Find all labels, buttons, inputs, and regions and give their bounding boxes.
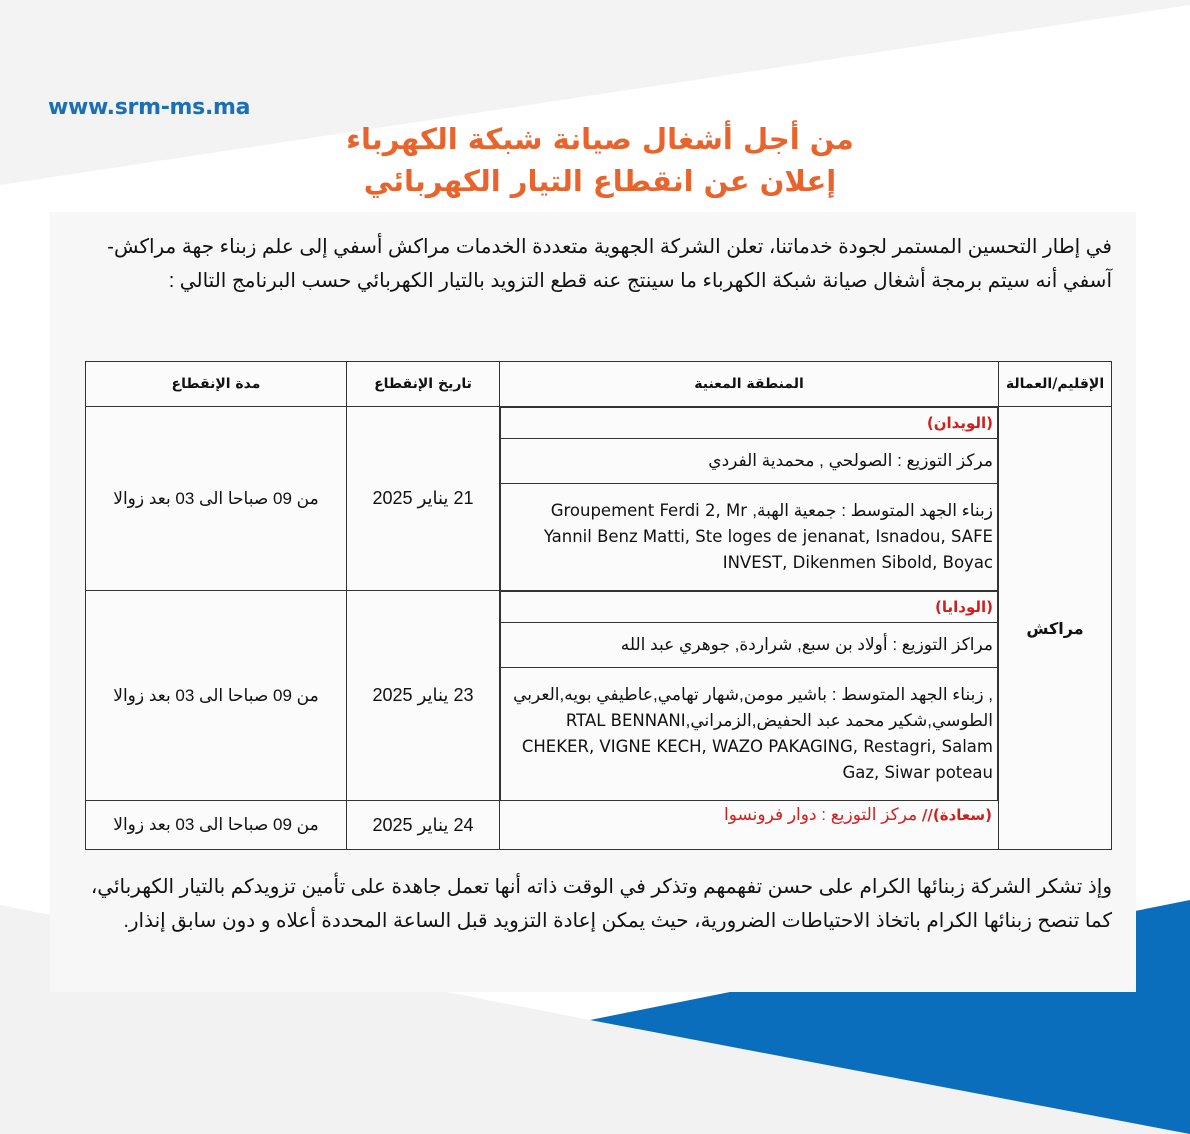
distribution-center: مركز التوزيع : الصولحي , محمدية الفردي [501, 439, 998, 484]
clients-latin: Groupement Ferdi 2, Mr Yannil Benz Matti, Ste loges de jenanat, Isnadou, SAFE INVEST, Dikenmen Sibold, Boyac [543, 501, 993, 572]
zone-cell [500, 591, 999, 801]
closing-paragraph: وإذ تشكر الشركة زبنائها الكرام على حسن تفهمهم وتذكر في الوقت ذاته أنها تعمل جاهدة على تأمين تزويدكم بالتيار الكهربائي، كما تنصح زبنائها الكرام باتخاذ الاحتياطات الضرورية، حيث يمكن إعادة التزويد قبل الساعة المحددة أعلاه و دون سابق إنذار. [90, 876, 1112, 932]
website-url[interactable]: www.srm-ms.ma [48, 95, 251, 120]
clients-arabic: زبناء الجهد المتوسط : جمعية الهبة, [752, 501, 993, 520]
zone-area-label: (الويدان) [501, 408, 998, 439]
table-row [86, 591, 1112, 801]
province-cell: مراكش [999, 407, 1112, 850]
table-row [86, 801, 1112, 850]
medium-voltage-clients [501, 484, 998, 591]
title-line-1: من أجل أشغال صيانة شبكة الكهرباء [346, 122, 854, 156]
zone-area-label: (الودايا) [501, 592, 998, 623]
outage-schedule-table [85, 361, 1112, 850]
title-line-2: إعلان عن انقطاع التيار الكهربائي [363, 164, 837, 198]
outage-duration: من 09 صباحا الى 03 بعد زوالا [86, 801, 347, 850]
table-header-row [86, 362, 1112, 407]
outage-date: 23 يناير 2025 [347, 591, 500, 801]
table-row [86, 407, 1112, 591]
zone-details [500, 407, 998, 590]
clients-latin: RTAL BENNANI CHEKER, VIGNE KECH, WAZO PAKAGING, Restagri, Salam Gaz, Siwar poteau [521, 711, 993, 782]
outage-date: 24 يناير 2025 [347, 801, 500, 850]
zone-details [500, 591, 998, 800]
outage-date: 21 يناير 2025 [347, 407, 500, 591]
page-title [300, 118, 900, 202]
header-province: الإقليم/العمالة [999, 362, 1112, 407]
intro-paragraph: في إطار التحسين المستمر لجودة خدماتنا، تعلن الشركة الجهوية متعددة الخدمات مراكش أسفي إلى علم زبناء جهة مراكش- آسفي أنه سيتم برمجة أشغال صيانة شبكة الكهرباء ما سينتج عنه قطع التزويد بالتيار الكهربائي حسب البرنامج التالي : [107, 236, 1112, 292]
medium-voltage-clients [501, 668, 998, 801]
outage-duration: من 09 صباحا الى 03 بعد زوالا [86, 407, 347, 591]
clients-arabic: , زبناء الجهد المتوسط : باشير مومن,شهار تهامي,عاطيفي بويه,العربي الطوسي,شكير محمد عبد الحفيض,الزمراني, [513, 685, 993, 730]
zone-cell [500, 801, 999, 850]
header-date: تاريخ الإنقطاع [347, 362, 500, 407]
distribution-center: مركز التوزيع : دوار فرونسوا [723, 805, 922, 824]
header-duration: مدة الإنقطاع [86, 362, 347, 407]
zone-cell [500, 407, 999, 591]
outage-duration: من 09 صباحا الى 03 بعد زوالا [86, 591, 347, 801]
zone-area-label: (سعادة)// [921, 806, 992, 824]
header-zone: المنطقة المعنية [500, 362, 999, 407]
distribution-center: مراكز التوزيع : أولاد بن سبع, شراردة, جوهري عبد الله [501, 623, 998, 668]
